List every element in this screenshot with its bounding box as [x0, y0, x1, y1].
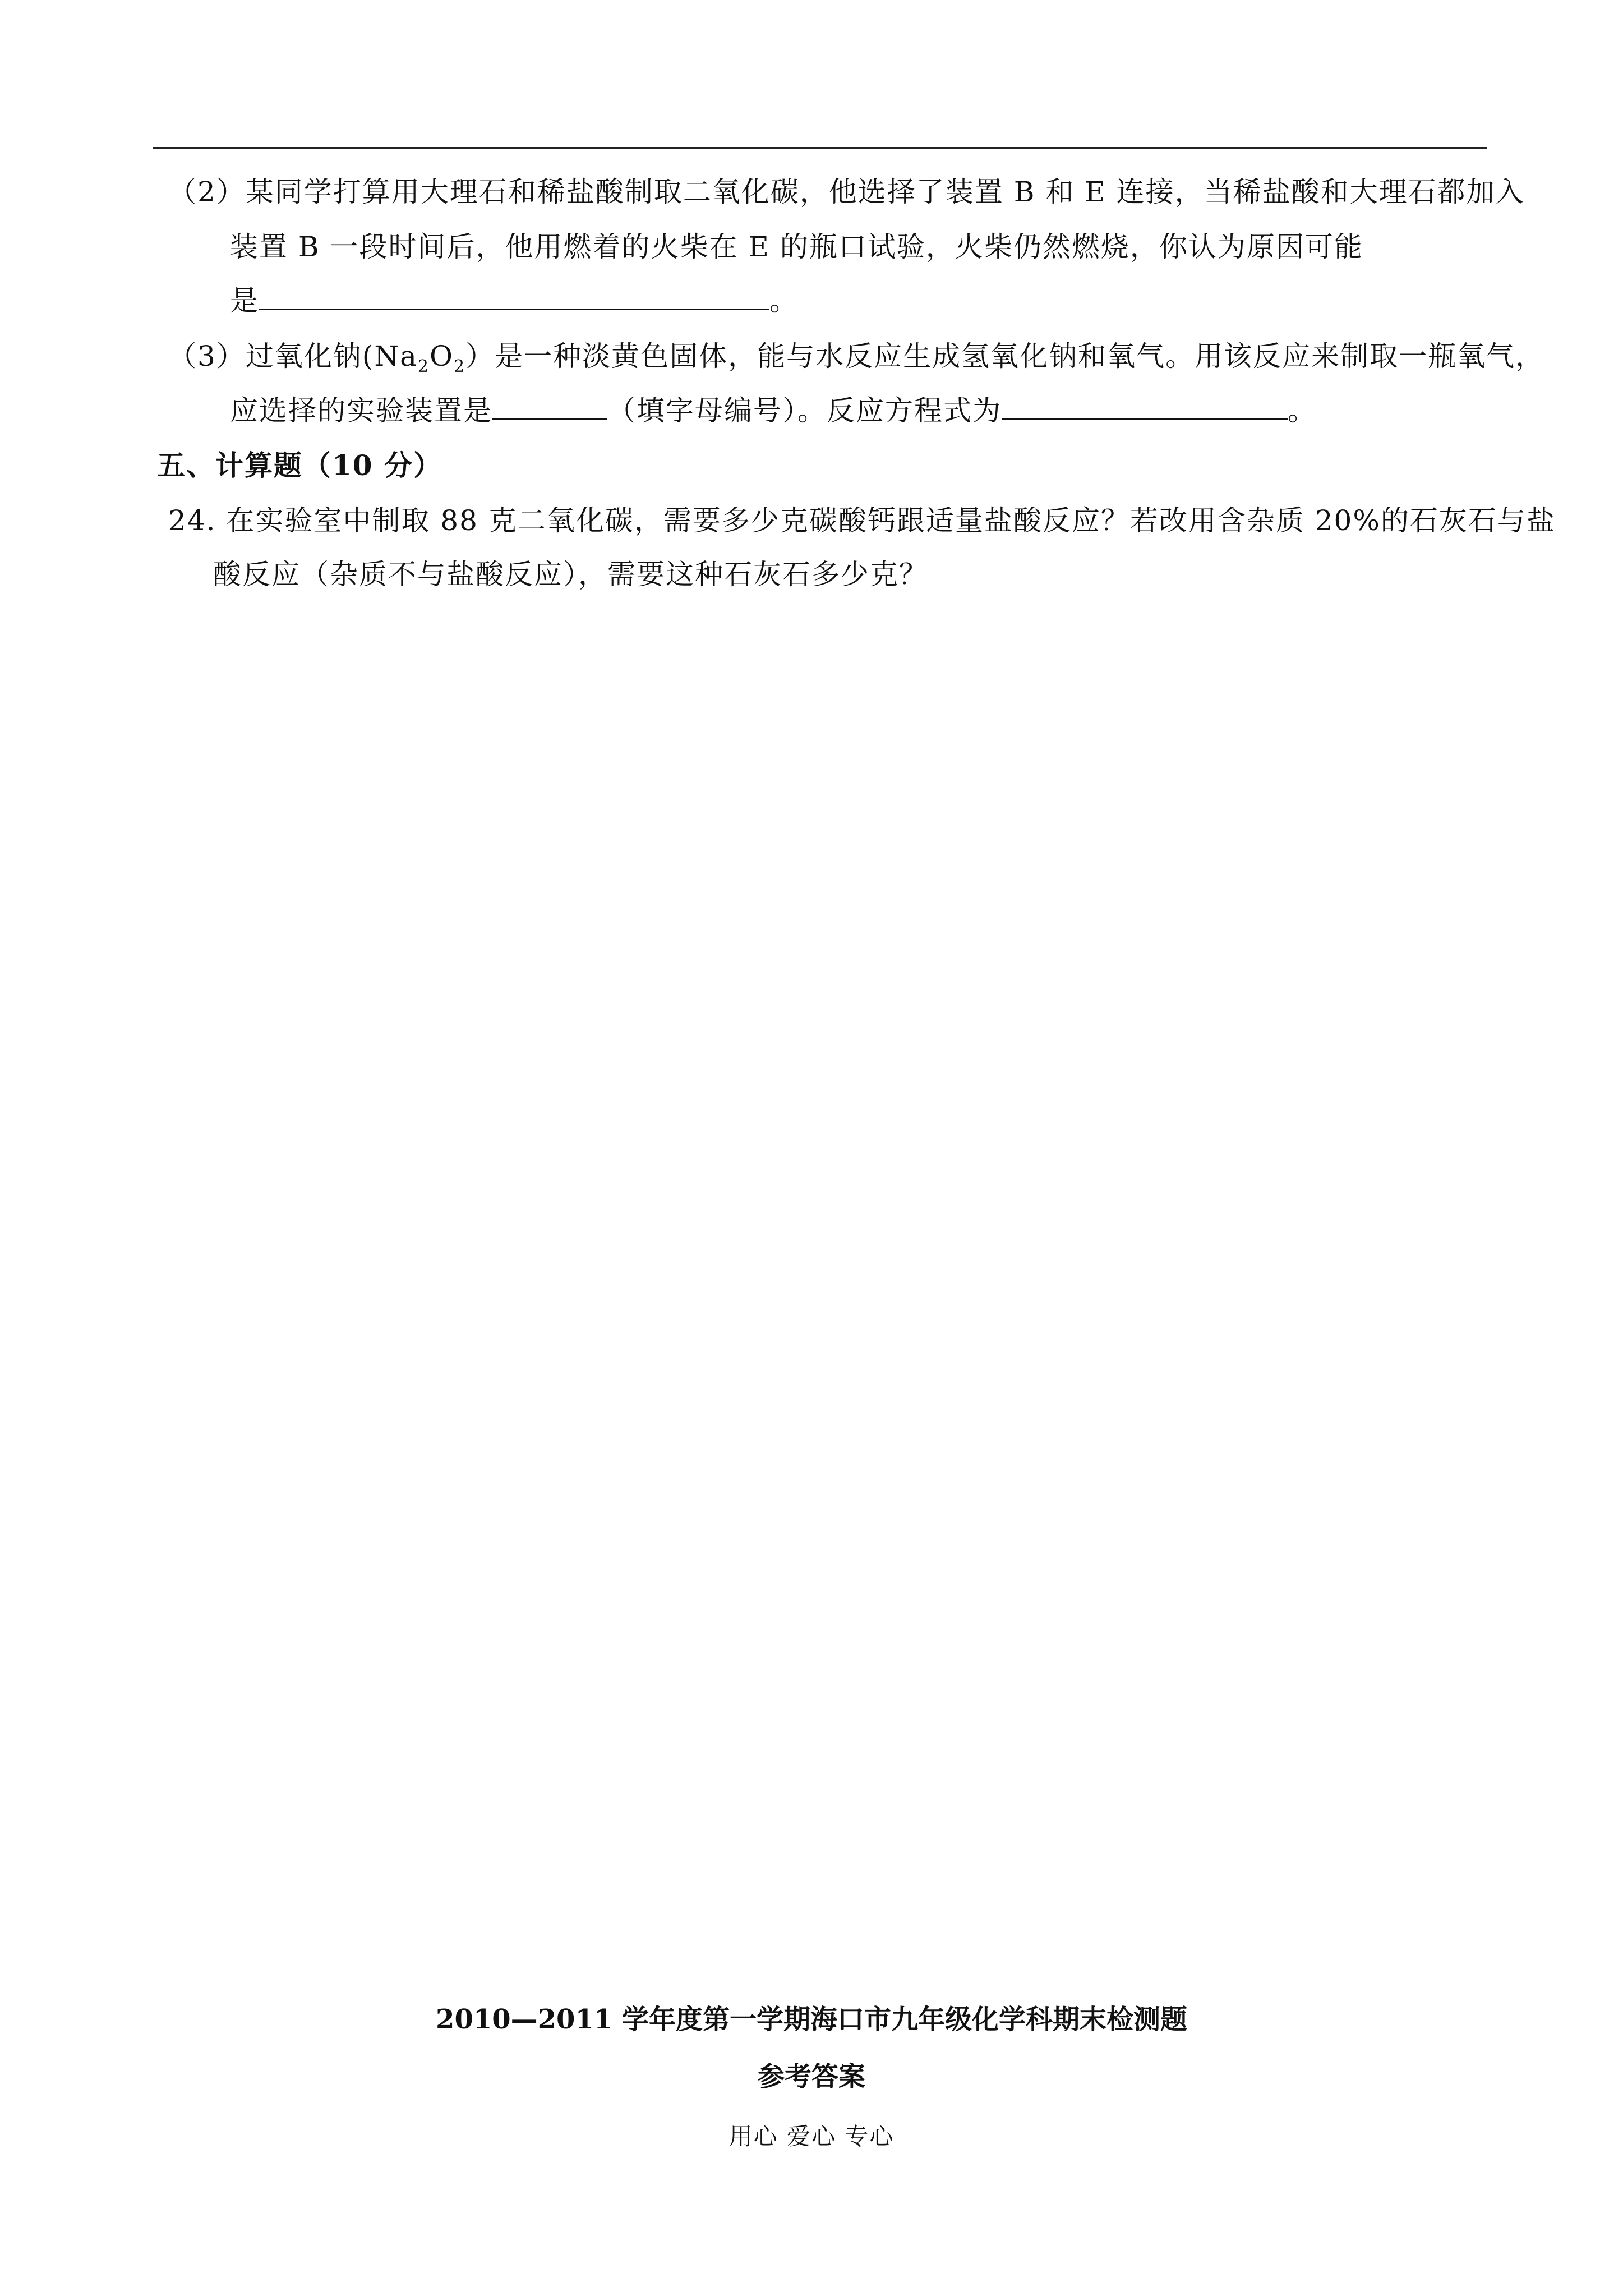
q23-part2-line2: 装置 B 一段时间后，他用燃着的火柴在 E 的瓶口试验，火柴仍然燃烧，你认为原因可能 [230, 231, 1363, 263]
section5-heading: 五、计算题（10 分） [157, 449, 442, 482]
q23-part3-line2-prefix: 应选择的实验装置是 [230, 394, 492, 427]
q23-part3-line1-prefix: （3）过氧化钠(Na [168, 340, 418, 372]
q23-part3-line2 [230, 394, 1317, 427]
header-rule [153, 147, 1487, 149]
answer-blank-3[interactable] [1002, 394, 1288, 420]
q23-part3-line1 [168, 339, 1545, 376]
q24-line2: 酸反应（杂质不与盐酸反应），需要这种石灰石多少克？ [213, 558, 928, 591]
na2o2-o: O [429, 340, 454, 372]
q23-part2-line3-suffix: 。 [769, 284, 799, 317]
page-footer: 用心 爱心 专心 [728, 2123, 895, 2150]
q23-part2-line3 [230, 284, 799, 318]
q23-part3-line2-mid: （填字母编号）。反应方程式为 [607, 394, 1002, 427]
q23-part3-line1-suffix: ）是一种淡黄色固体，能与水反应生成氢氧化钠和氧气。用该反应来制取一瓶氧气， [465, 340, 1545, 372]
answers-title: 2010—2011 学年度第一学期海口市九年级化学科期末检测题 [436, 2004, 1187, 2035]
na2o2-sub-b: 2 [453, 357, 466, 376]
answer-blank-2[interactable] [492, 394, 607, 420]
q23-part2-line3-prefix: 是 [230, 284, 259, 317]
na2o2-sub-a: 2 [417, 357, 430, 376]
q23-part2-line1: （2）某同学打算用大理石和稀盐酸制取二氧化碳，他选择了装置 B 和 E 连接，当稀盐酸和大理石都加入 [168, 176, 1525, 208]
q23-part3-line2-suffix: 。 [1288, 394, 1317, 427]
q24-line1: 24. 在实验室中制取 88 克二氧化碳，需要多少克碳酸钙跟适量盐酸反应？若改用含杂质 20%的石灰石与盐 [168, 504, 1556, 537]
answers-subtitle: 参考答案 [757, 2061, 865, 2092]
answer-blank-1[interactable] [259, 284, 769, 310]
